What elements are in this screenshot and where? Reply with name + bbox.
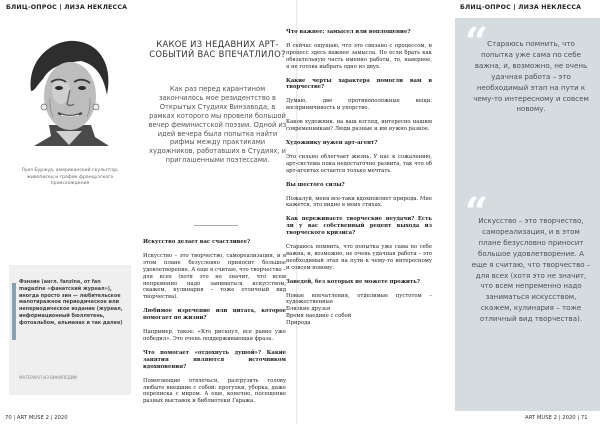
question: Что важнее: замысел или воплощение? bbox=[286, 29, 411, 35]
left-page-header: БЛИЦ-ОПРОС | ЛИЗА НЕКЛЕССА bbox=[6, 4, 128, 11]
question: Что помогает «отдохнуть душой»? Какие занятия являются источником вдохновения? bbox=[143, 349, 286, 370]
quote-mark-icon: “ bbox=[465, 189, 489, 236]
left-page-footer: 70 | ART MUSE 2 | 2020 bbox=[5, 415, 68, 421]
answer: Помогающие отвлечься, разгрузить голову любыте внешние с собой: прогулки, уборка, даже переписка с миром. А еще, конечно, посещение разных выставок и библиотеки Гаража. bbox=[143, 377, 286, 405]
left-text-column bbox=[143, 239, 286, 412]
answer: Каков художник, на ваш взгляд, интересно нашим современникам? Люди разные и им нужно разное. bbox=[286, 119, 432, 133]
pull-quote: Стараюсь помнить, что попытка уже сама по себе важна, и, возможно, не очень удачная работа – это необходимый этап на пути к чему-то интересному и совсем новому. bbox=[473, 39, 589, 114]
answer: Это сильно облегчает жизнь. У нас к сожалению, арт-система пока недостаточно развита, так что об арт-агентах остается только мечтать. bbox=[286, 153, 432, 174]
interview-intro: Как раз перед карантином закончилось мое резидентство в Открытых Студиях Винзавода, в рамках которого мы провели большой вечер феминистской поэзии. Одной из идей вечера была попытка найти рифмы между практиками художников, работавших в Студиях, и приглашенными поэтессами. bbox=[148, 85, 287, 165]
question: Вы шестого силы? bbox=[286, 181, 345, 188]
answer: Думаю, две противоположные вещи: восприимчивость и упорство. bbox=[286, 98, 432, 112]
quote-mark-icon: “ bbox=[465, 19, 489, 66]
pull-quote: Искусство – это творчество, самореализация, и в этом плане безусловно приносит большое удовлетворение. А еще я считаю, что творчество – для всех (хотя это не значит, что всем непременно надо заниматься искусством, скажем, кулинария – тоже отличный вид творчества). bbox=[471, 216, 591, 324]
fanzine-accent-bar bbox=[12, 283, 16, 340]
photo-caption: Луиз Буржуа, американский скульптор, живописец и график французского происхождения bbox=[21, 168, 119, 187]
section-divider bbox=[194, 225, 238, 226]
question: Какие черты характера помогли вам в творчестве? bbox=[286, 77, 432, 91]
question: Искусство делает вас счастливее? bbox=[143, 239, 251, 245]
answer: Я сейчас ощущаю, что это связано с процессом, и процесс здесь важнее замысла. Но если брать как обязательную часть именно работы, то, наверное, я не готова выбрать одно из двух. bbox=[286, 42, 432, 70]
right-page-footer: ART MUSE 2 | 2020 | 71 bbox=[525, 415, 588, 421]
answer-list: Новые впечатления, отделимые пустотом – художественные Близкие друзья Время наедине с собой Природа bbox=[286, 292, 432, 327]
question: Как пережинаете творческие неудачи? Есть ли у вас собственный рецепт выхода из творческого кризиса? bbox=[286, 216, 432, 237]
interview-headline: КАКОЕ ИЗ НЕДАВНИХ АРТ-СОБЫТИЙ ВАС ВПЕЧАТЛИЛО? bbox=[149, 39, 286, 60]
fanzine-definition: Фэнзин (англ. fanzine, от fan magazine «фанатский журнал»), иногда просто зин — любительское малотиражное периодическое или непериодическое издание (журнал, информационный бюллетень, фотоальбом, альманах и так далее) bbox=[19, 279, 123, 326]
question: Заведей, без которых не можете прожить? bbox=[286, 278, 420, 285]
answer: Пожалуй, меня все-таки вдохновляет природа. Мне кажется, это видно в моих стихах. bbox=[286, 195, 432, 209]
question: Любимое изречение или цитата, которое помогает по жизни? bbox=[143, 308, 286, 322]
left-page bbox=[0, 0, 298, 424]
answer: Например, такое: «Кто рискнул, все равно уже победил». Это очень поддерживающая фраза. bbox=[143, 329, 286, 342]
right-page-header: БЛИЦ-ОПРОС | ЛИЗА НЕКЛЕССА bbox=[460, 4, 582, 11]
fanzine-credit: МАТЕРИАЛ ИЗ ВИКИПЕДИИ bbox=[19, 375, 77, 380]
answer: Стараюсь помнить, что попытка уже сама по себе важна, и, возможно, не очень удачная работа – это необходимый этап на пути к чему-то интересному и совсем новому. bbox=[286, 244, 432, 271]
right-text-column bbox=[286, 29, 432, 334]
question: Художнику нужен арт-агент? bbox=[286, 139, 378, 146]
answer: Искусство – это творчество, самореализация, и в этом плане безусловно приносит большое удовлетворение. А еще я считаю, что творчество – для всех (хотя это не значит, что всем непременно надо заниматься искусством, скажем, кулинария – тоже отличный вид творчества). bbox=[143, 252, 286, 301]
portrait-photo bbox=[9, 33, 130, 146]
